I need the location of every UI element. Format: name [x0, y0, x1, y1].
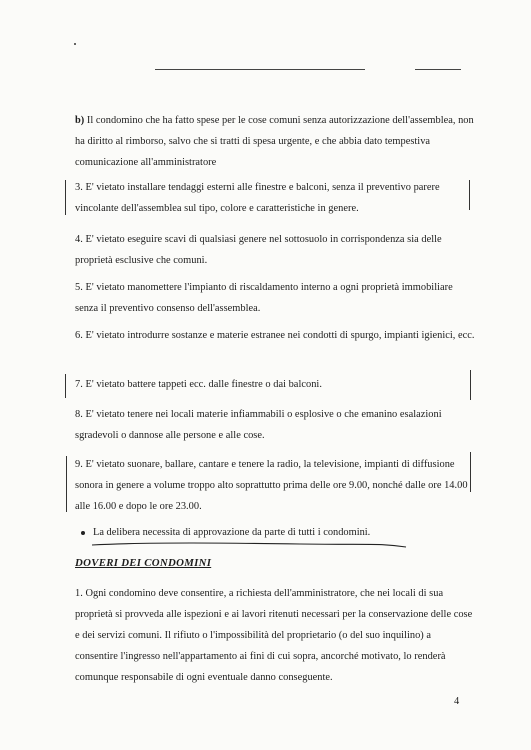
header-rule-left	[155, 69, 365, 70]
duty-paragraph-1: 1. Ogni condomino deve consentire, a richiesta dell'amministratore, che nei locali di sua proprietà si provveda alle ispezioni e ai lavori ritenuti necessari per la conservazione delle cose e dei servizi comuni. Il rifiuto o l'impossibilità del proprietario (o del suo inquilino) a consentire l'ingresso nell'appartamento ai fini di cui sopra, ancorché motivato, lo renderà comunque responsabile di ogni eventuale danno conseguente.	[75, 588, 473, 683]
header-rule-right	[415, 69, 461, 70]
paragraph-3: 3. E' vietato installare tendaggi esterni alle finestre e balconi, senza il preventivo parere vincolante dell'assemblea sul tipo, colore e caratteristiche in genere.	[75, 182, 440, 214]
paragraph-7: 7. E' vietato battere tappeti ecc. dalle finestre o dai balconi.	[75, 379, 322, 390]
bullet-icon	[81, 531, 85, 535]
paragraph-4: 4. E' vietato eseguire scavi di qualsiasi genere nel sottosuolo in corrispondenza sia delle proprietà esclusive che comuni.	[75, 234, 442, 266]
margin-bar-left-9	[66, 456, 67, 512]
hand-underline	[90, 538, 410, 550]
paragraph-b-label: b)	[75, 115, 85, 126]
page-number: 4	[454, 696, 460, 707]
paragraph-5: 5. E' vietato manomettere l'impianto di riscaldamento interno a ogni proprietà immobiliare senza il preventivo consenso dell'assemblea.	[75, 282, 453, 314]
paragraph-8: 8. E' vietato tenere nei locali materie infiammabili o esplosive o che emanino esalazioni sgradevoli o dannose alle persone e alle cose.	[75, 409, 442, 441]
margin-bar-left-7	[65, 374, 66, 398]
paragraph-b	[75, 110, 475, 173]
scan-speck	[74, 43, 76, 45]
section-title: DOVERI DEI CONDOMINI	[75, 557, 212, 569]
paragraph-9: 9. E' vietato suonare, ballare, cantare e tenere la radio, la televisione, impianti di diffusione sonora in genere a volume troppo alto soprattutto prima delle ore 9.00, nonché dalle ore 14.00 alle 16.00 e dopo le ore 23.00.	[75, 459, 468, 512]
paragraph-b-text: Il condomino che ha fatto spese per le cose comuni senza autorizzazione dell'assemblea, non ha diritto al rimborso, salvo che si tratti di spesa urgente, e che abbia dato tempestiva comunicazione all'amministratore	[75, 115, 474, 168]
paragraph-6: 6. E' vietato introdurre sostanze e materie estranee nei condotti di spurgo, impianti igienici, ecc.	[75, 330, 475, 341]
bullet-note-text: La delibera necessita di approvazione da parte di tutti i condomini.	[93, 527, 371, 538]
margin-bar-left-3	[65, 180, 66, 215]
